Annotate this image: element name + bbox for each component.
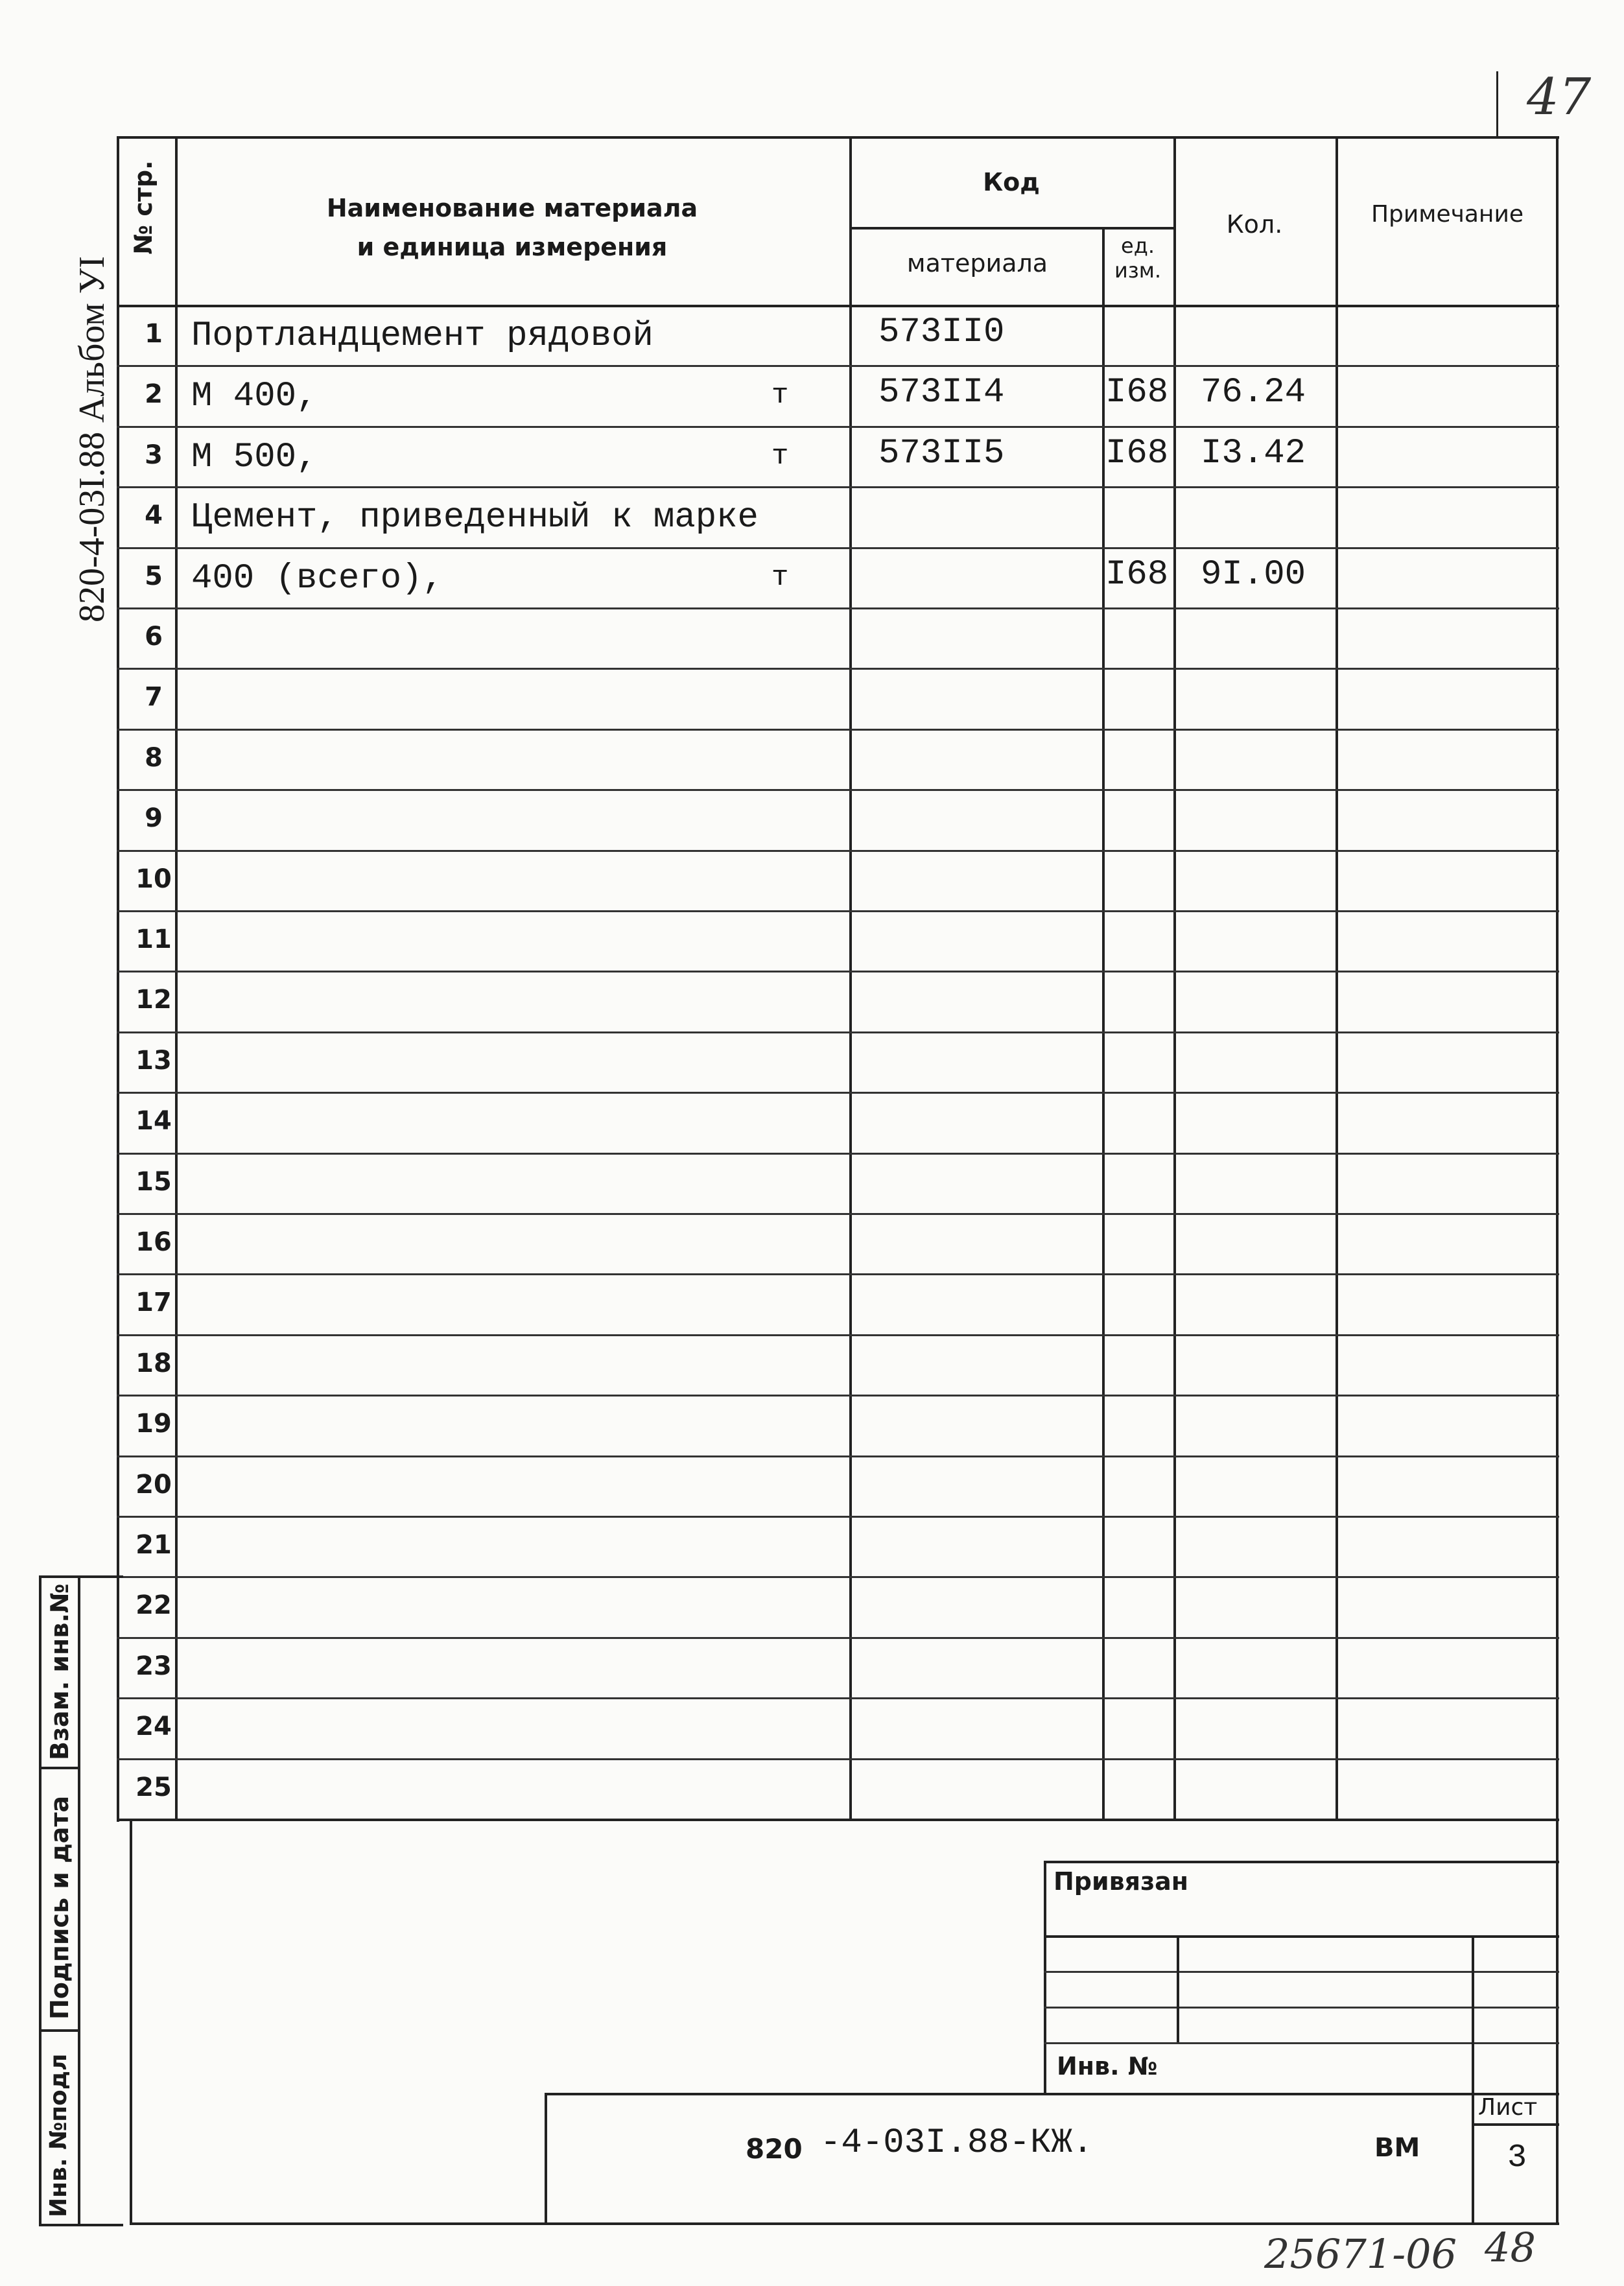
row-number: 13 [135,1045,172,1076]
row-divider [117,729,1559,731]
row-unit-code: I68 [1105,373,1169,413]
row-material-code: 573II5 [878,433,1005,473]
row-divider [117,668,1559,670]
row-number: 21 [135,1530,172,1560]
row-number: 19 [135,1409,172,1439]
row-name: М 500, [191,437,318,477]
album-label: 820-4-03I.88 Альбом УI [72,255,112,622]
bottom-page-number: 48 [1485,2224,1536,2271]
row-divider [117,1273,1559,1275]
row-divider [117,486,1559,488]
sheet-number: 3 [1507,2139,1527,2176]
stamp-vzam: Взам. инв.№ [45,1583,74,1760]
row-divider [117,1213,1559,1215]
row-divider [117,365,1559,367]
row-number: 3 [145,440,163,470]
row-number: 14 [135,1106,172,1137]
row-number: 25 [135,1772,172,1802]
row-divider [117,1637,1559,1639]
row-number: 15 [135,1166,172,1197]
row-number: 6 [145,622,163,652]
row-number: 10 [135,864,172,894]
row-name: Портландцемент рядовой [191,316,653,356]
row-unit-code: I68 [1105,433,1169,473]
row-number: 4 [145,501,163,531]
inv-no-label: Инв. № [1057,2052,1158,2080]
row-number: 22 [135,1590,172,1621]
row-divider [117,1455,1559,1457]
row-number: 16 [135,1227,172,1257]
row-unit-code: I68 [1105,554,1169,595]
row-divider [117,850,1559,852]
row-divider [117,1153,1559,1155]
row-material-code: 573II4 [878,373,1005,413]
row-divider [117,1697,1559,1699]
row-number: 5 [145,561,163,591]
frame-bottom [130,2222,1559,2225]
row-number: 17 [135,1288,172,1318]
row-name: М 400, [191,377,318,417]
row-number: 2 [145,379,163,410]
row-number: 12 [135,985,172,1015]
stamp-inv-podl: Инв. №подл [45,2053,72,2217]
header-name-line1: Наименование материала [326,194,698,222]
row-divider [117,910,1559,912]
row-divider [117,547,1559,549]
row-divider [117,426,1559,428]
row-divider [117,1334,1559,1336]
row-number: 18 [135,1348,172,1378]
row-number: 8 [145,742,163,773]
row-divider [117,1576,1559,1578]
row-name: Цемент, приведенный к марке [191,498,759,538]
privyazan-label: Привязан [1053,1867,1189,1896]
doc-mark: ВМ [1374,2133,1420,2163]
header-name-line2: и единица измерения [357,233,668,261]
row-number: 9 [145,803,163,834]
row-divider [117,789,1559,791]
header-code: Код [983,168,1040,196]
row-unit-symbol: т [771,379,789,412]
row-number: 11 [135,925,172,954]
row-divider [117,607,1559,609]
row-quantity: 9I.00 [1201,554,1306,595]
doc-code-prefix: 820 [746,2133,803,2165]
stamp-podpis: Подпись и дата [45,1795,74,2020]
row-number: 23 [135,1651,172,1681]
header-note: Примечание [1371,201,1524,228]
row-divider [117,1395,1559,1396]
frame-right [1556,1819,1559,2224]
sheet-label: Лист [1478,2094,1538,2121]
row-divider [117,1031,1559,1033]
page-number-top: 47 [1527,68,1592,126]
row-number: 1 [145,319,163,349]
row-unit-symbol: т [771,440,789,473]
header-code-material: материала [906,249,1048,277]
row-number: 24 [135,1712,172,1742]
row-quantity: I3.42 [1201,433,1306,473]
archive-number: 25671-06 [1264,2230,1457,2278]
header-row-no: № стр. [129,160,158,255]
row-divider [117,1516,1559,1518]
row-quantity: 76.24 [1201,373,1306,413]
header-qty: Кол. [1226,210,1283,239]
frame-left [130,1819,132,2224]
row-name: 400 (всего), [191,558,443,598]
row-divider [117,971,1559,972]
row-number: 20 [135,1469,172,1500]
doc-code: -4-03I.88-КЖ. [820,2123,1094,2163]
row-divider [117,1092,1559,1094]
row-material-code: 573II0 [878,312,1005,352]
row-divider [117,1758,1559,1760]
header-code-unit: ед. изм. [1114,233,1162,283]
row-unit-symbol: т [771,561,789,594]
row-number: 7 [145,682,163,713]
